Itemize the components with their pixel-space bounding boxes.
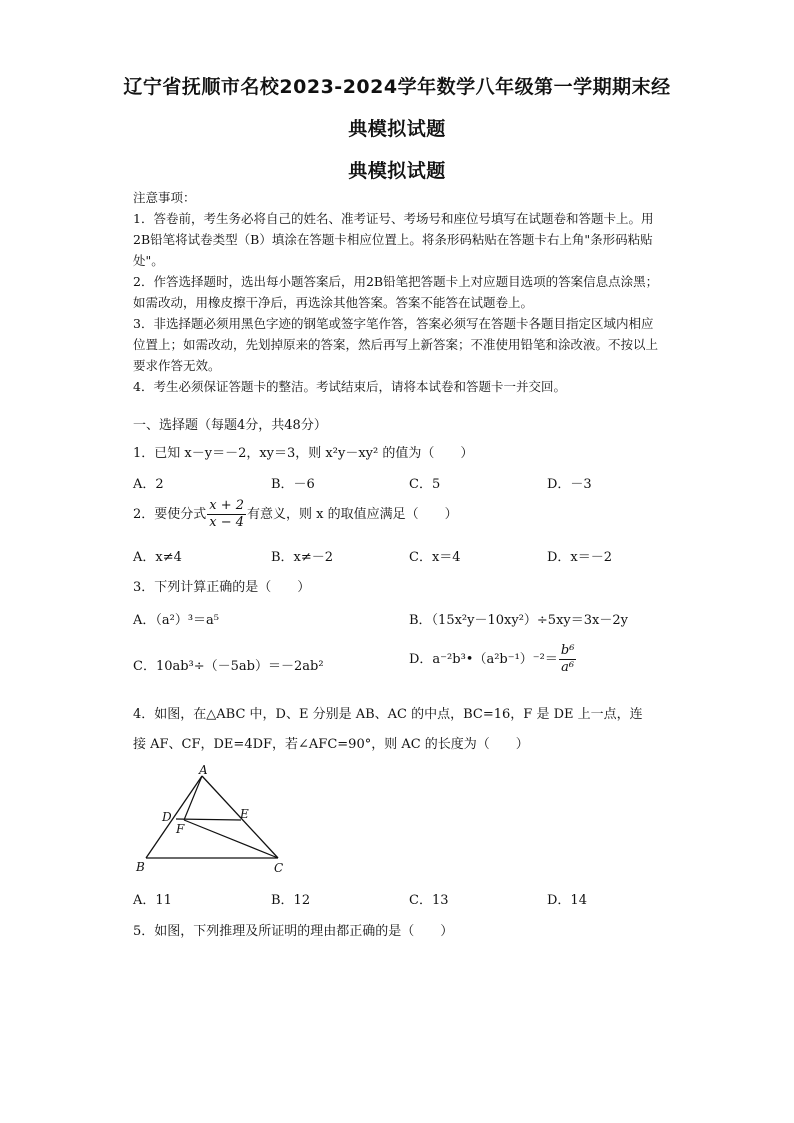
segment-cf — [184, 820, 278, 858]
q3-option-d-denominator: a⁶ — [561, 660, 575, 675]
q1-option-b: B．－6 — [271, 477, 315, 492]
label-a: A — [199, 763, 208, 777]
q4-option-d: D．14 — [547, 893, 587, 908]
note-item-1: 1．答卷前，考生务必将自己的姓名、准考证号、考场号和座位号填写在试题卷和答题卡上。用2B铅笔将试卷类型（B）填涂在答题卡相应位置上。将条形码粘贴在答题卡右上角"条形码粘贴处"。 — [133, 211, 654, 268]
label-b: B — [136, 860, 145, 874]
question-5-stem: 5．如图，下列推理及所证明的理由都正确的是（ ） — [133, 924, 454, 939]
question-4-stem-line2: 接 AF、CF，DE=4DF，若∠AFC=90°，则 AC 的长度为（ ） — [133, 737, 529, 752]
notes-section — [133, 187, 663, 397]
q4-option-a: A．11 — [133, 893, 172, 908]
q2-fraction — [207, 498, 246, 531]
q2-option-c: C．x＝4 — [409, 550, 461, 565]
question-1-stem: 1．已知 x－y＝－2，xy＝3，则 x²y－xy² 的值为（ ） — [133, 446, 474, 461]
label-c: C — [274, 861, 284, 875]
q3-option-a: A．（a²）³＝a⁵ — [133, 613, 220, 628]
q2-fraction-denominator: x − 4 — [209, 515, 245, 530]
section-heading: 一、选择题（每题4分，共48分） — [133, 418, 327, 433]
exam-title-line1: 辽宁省抚顺市名校2023-2024学年数学八年级第一学期期末经 — [123, 76, 671, 98]
note-item-3: 3．非选择题必须用黑色字迹的钢笔或签字笔作答，答案必须写在答题卡各题目指定区域内相应位置上；如需改动，先划掉原来的答案，然后再写上新答案；不准使用铅笔和涂改液。不按以上要求作答无效。 — [133, 316, 659, 373]
q3-option-d-numerator: b⁶ — [560, 643, 575, 658]
exam-title-line2: 典模拟试题 — [348, 118, 446, 140]
q4-option-b: B．12 — [271, 893, 311, 908]
q2-option-a: A．x≠4 — [133, 550, 182, 565]
label-e: E — [240, 807, 249, 821]
question-4-stem-line1: 4．如图，在△ABC 中，D、E 分别是 AB、AC 的中点，BC=16，F 是 DE 上一点，连 — [133, 707, 643, 722]
q4-triangle-figure — [130, 762, 300, 880]
q3-option-d-fraction — [559, 643, 577, 676]
q2-option-b: B．x≠－2 — [271, 550, 334, 565]
segment-ab — [146, 776, 202, 858]
note-item-2: 2．作答选择题时，选出每小题答案后，用2B铅笔把答题卡上对应题目选项的答案信息点涂黑；如需改动，用橡皮擦干净后，再选涂其他答案。答案不能答在试题卷上。 — [133, 274, 659, 310]
q1-option-c: C．5 — [409, 477, 441, 492]
q1-option-a: A．2 — [133, 477, 164, 492]
q3-option-c: C．10ab³÷（－5ab）＝－2ab² — [133, 659, 324, 674]
q3-option-d-prefix: D．a⁻²b³•（a²b⁻¹）⁻²＝ — [409, 652, 558, 667]
q4-option-c: C．13 — [409, 893, 449, 908]
exam-title-line3: 典模拟试题 — [348, 160, 446, 182]
question-2-stem — [133, 498, 663, 531]
note-item-4: 4．考生必须保证答题卡的整洁。考试结束后，请将本试卷和答题卡一并交回。 — [133, 379, 566, 394]
q2-fraction-numerator: x + 2 — [209, 498, 245, 513]
q2-option-d: D．x＝－2 — [547, 550, 613, 565]
q2-stem-prefix: 2．要使分式 — [133, 507, 207, 522]
q3-option-d — [409, 643, 577, 676]
label-d: D — [162, 810, 172, 824]
q2-stem-suffix: 有意义，则 x 的取值应满足（ ） — [247, 507, 458, 522]
label-f: F — [176, 822, 185, 836]
q1-option-d: D．－3 — [547, 477, 592, 492]
notes-heading: 注意事项： — [133, 190, 196, 205]
q3-option-b: B．（15x²y－10xy²）÷5xy＝3x－2y — [409, 613, 628, 628]
question-3-stem: 3．下列计算正确的是（ ） — [133, 580, 311, 595]
segment-de — [176, 819, 241, 820]
